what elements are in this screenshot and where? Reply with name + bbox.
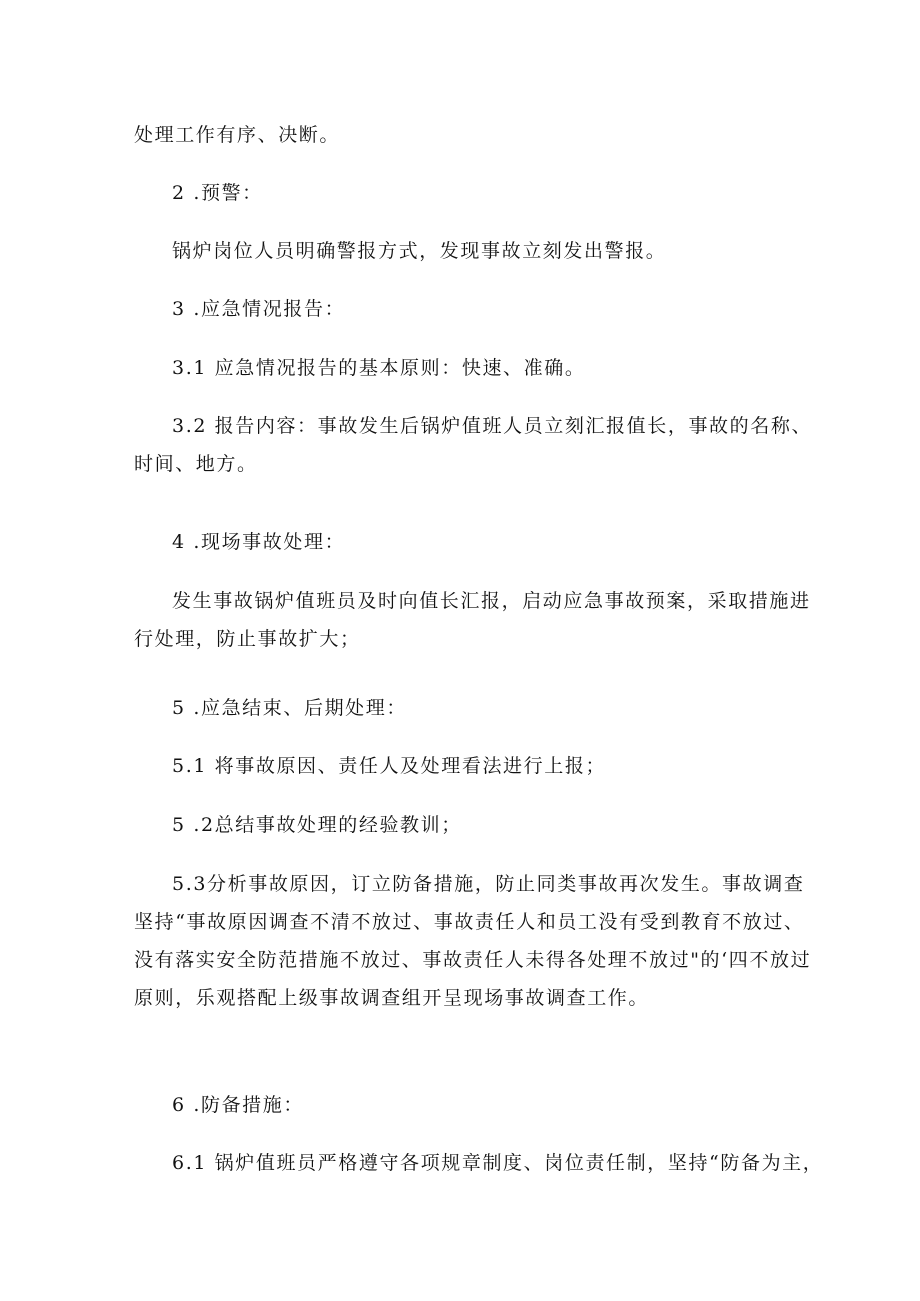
heading-onsite-handling: 4 .现场事故处理： — [172, 531, 346, 553]
heading-emergency-report: 3 .应急情况报告： — [172, 298, 346, 320]
paragraph-report-principle: 3.1 应急情况报告的基本原则：快速、准确。 — [172, 357, 586, 379]
paragraph-onsite-handling: 发生事故锅炉值班员及时向值长汇报，启动应急事故预案，采取措施进行处理，防止事故扩大； — [134, 590, 811, 650]
paragraph-continuation: 处理工作有序、决断。 — [134, 124, 341, 146]
heading-prevention-measures: 6 .防备措施： — [172, 1094, 304, 1116]
paragraph-prevention-rules: 6.1 锅炉值班员严格遵守各项规章制度、岗位责任制，坚持“防备为主， — [172, 1152, 824, 1174]
heading-emergency-end: 5 .应急结束、后期处理： — [172, 697, 407, 719]
paragraph-warning: 锅炉岗位人员明确警报方式，发现事故立刻发出警报。 — [172, 240, 667, 262]
paragraph-report-cause: 5.1 将事故原因、责任人及处理看法进行上报； — [172, 755, 607, 777]
heading-warning: 2 .预警： — [172, 182, 263, 204]
paragraph-analyze-cause: 5.3分析事故原因，订立防备措施，防止同类事故再次发生。事故调查坚持“事故原因调查不清不放过、事故责任人和员工没有受到教育不放过、没有落实安全防范措施不放过、事故责任人未得各处理不放过"的‘四不放过原则，乐观搭配上级事故调查组开呈现场事故调查工作。 — [134, 873, 812, 1009]
paragraph-summarize-lessons: 5 .2总结事故处理的经验教训； — [172, 814, 462, 836]
paragraph-report-content: 3.2 报告内容：事故发生后锅炉值班人员立刻汇报值长，事故的名称、时间、地方。 — [134, 415, 813, 475]
